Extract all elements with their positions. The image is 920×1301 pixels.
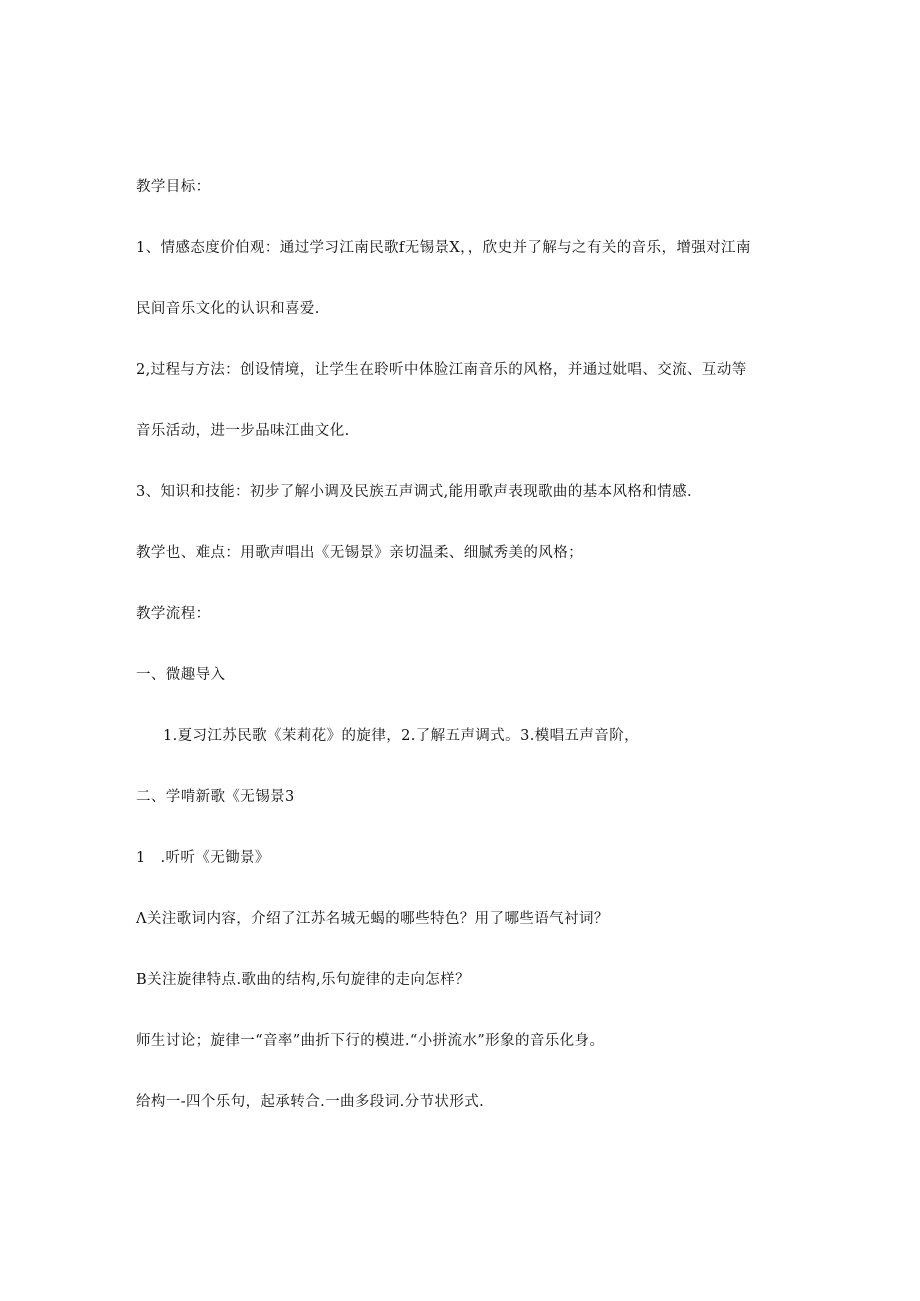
step-1-details: 1.夏习江苏民歌《茉莉花》的旋律，2.了解五声调式。3.模唱五声音阶， — [163, 728, 640, 744]
objective-2-line-1: 2,过程与方法：创设情境，让学生在聆听中体脸江南音乐的风格，并通过妣唱、交流、互动等 — [136, 362, 747, 378]
question-b: B关注旋律特点.歌曲的结构,乐句旋律的走向怎样？ — [136, 972, 470, 988]
step-2-heading: 二、学啃新歌《无锡景3 — [136, 789, 295, 805]
objective-1-line-1: 1、情感态度价伯观：通过学习江南民歌f无锡景X，，欣史并了解与之有关的音乐，增强对江南 — [136, 240, 751, 256]
objective-2-line-2: 音乐活动，进一步品味江曲文化. — [136, 423, 350, 439]
step-2-item-1: 1 .听听《无锄景》 — [136, 850, 270, 866]
structure-line: 给构一-四个乐句，起承转合.一曲多段词.分节状形式. — [136, 1094, 485, 1110]
question-a: Λ关注歌词内容，介绍了江苏名城无蝎的哪些特色？用了哪些语气衬词？ — [136, 911, 609, 927]
discussion-line: 师生讨论；旋律一“音率”曲折下行的模进.“小拼流水”形象的音乐化身。 — [136, 1033, 605, 1049]
key-difficult-points: 教学也、难点：用歌声唱出《无锡景》亲切温柔、细腻秀美的风格； — [136, 545, 583, 561]
objective-3: 3、知识和技能：初步了解小调及民族五声调式,能用歌声表现歌曲的基本风格和情感. — [136, 484, 693, 500]
step-1-heading: 一、微趣导入 — [136, 667, 226, 683]
objective-1-line-2: 民间音乐文化的认识和喜爱. — [136, 301, 320, 317]
section-heading-objectives: 教学目标： — [136, 179, 211, 195]
section-heading-process: 教学流程： — [136, 606, 211, 622]
